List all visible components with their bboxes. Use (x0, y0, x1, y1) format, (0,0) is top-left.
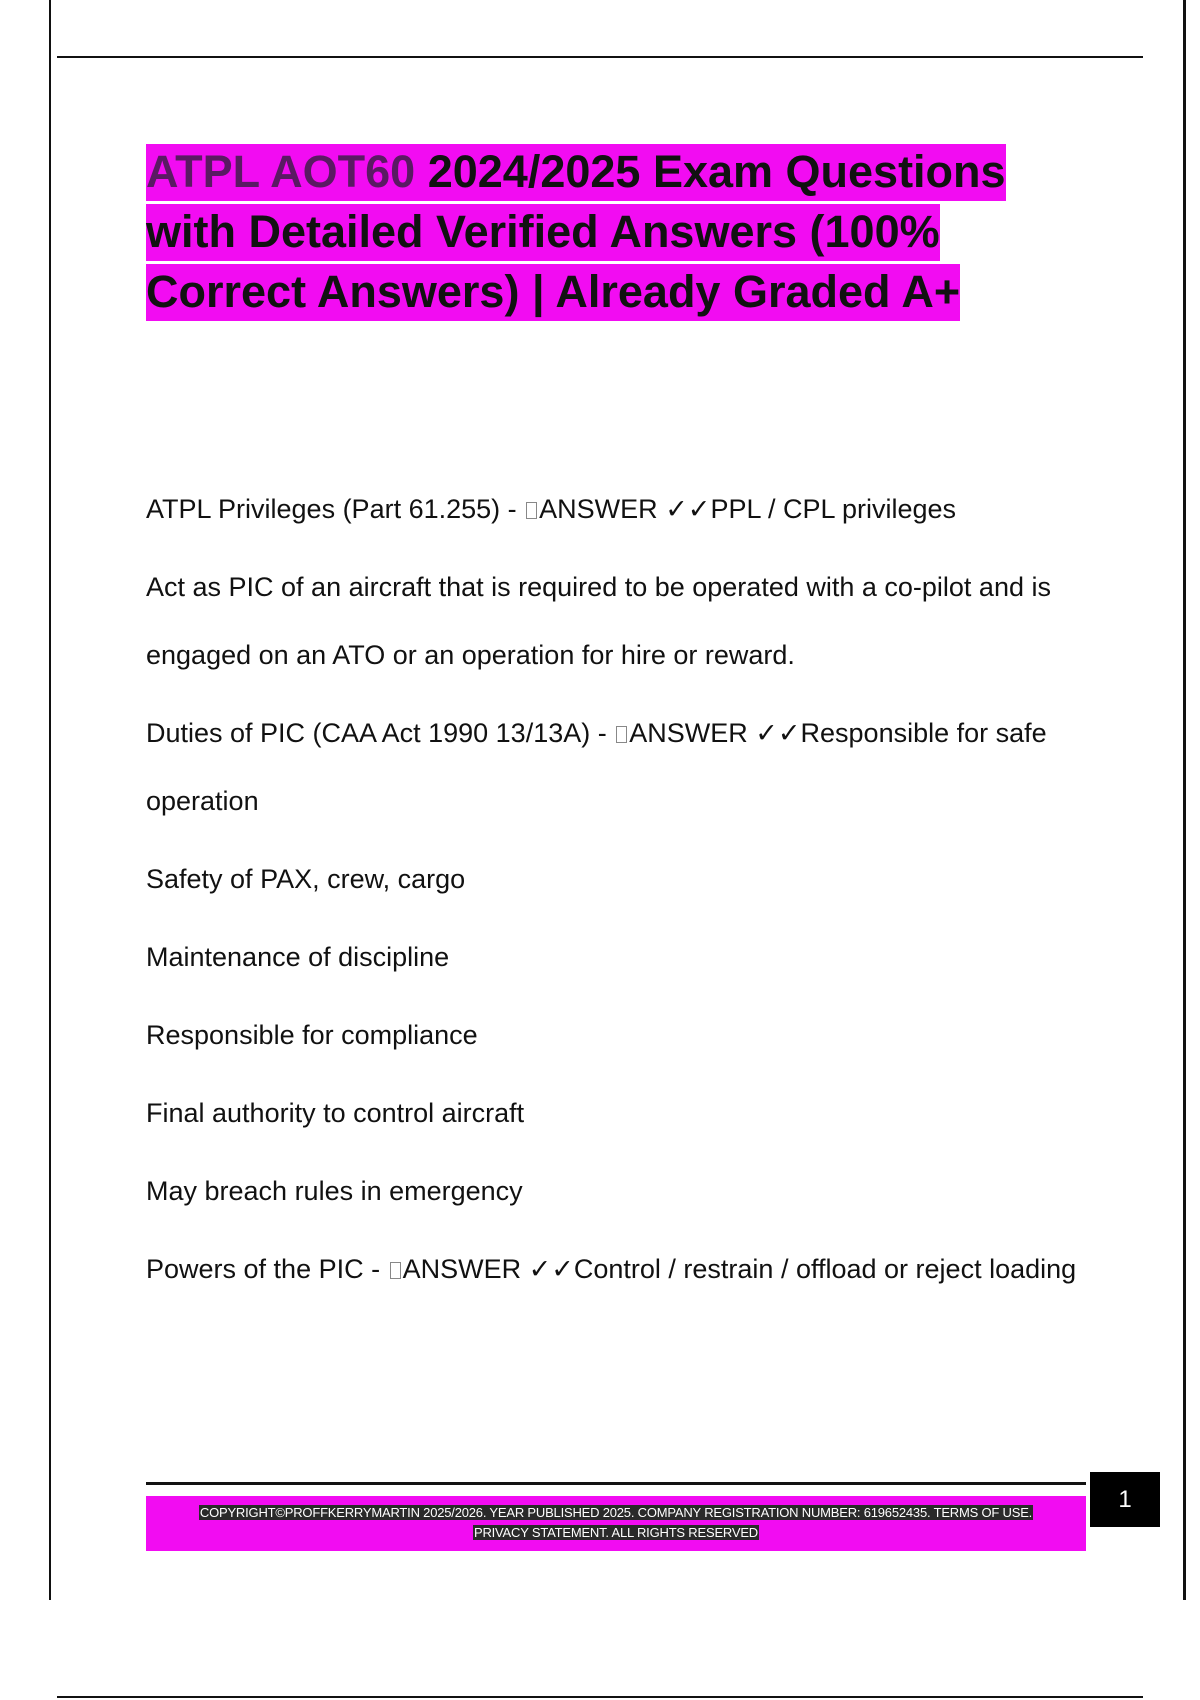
qa-item-powers-of-pic (146, 1235, 1086, 1303)
copyright-line-1: COPYRIGHT©PROFFKERRYMARTIN 2025/2026. YEAR PUBLISHED 2025. COMPANY REGISTRATION NUMBER: 619652435. TERMS OF USE. (199, 1505, 1033, 1520)
list-item: Final authority to control aircraft (146, 1098, 525, 1128)
copyright-line-2: PRIVACY STATEMENT. ALL RIGHTS RESERVED (473, 1525, 758, 1540)
list-item: Responsible for compliance (146, 1020, 478, 1050)
list-item: Maintenance of discipline (146, 942, 450, 972)
question-text: Duties of PIC (CAA Act 1990 13/13A) - (146, 718, 615, 748)
question-text: Powers of the PIC - (146, 1254, 388, 1284)
document-title (146, 142, 1086, 322)
checkmark-icon: ✓✓ (528, 1254, 574, 1284)
title-rest: 2024/2025 Exam Questions with Detailed Verified Answers (100% Correct Answers) | Already Graded A+ (146, 146, 1006, 317)
page-number: 1 (1090, 1472, 1160, 1527)
question-text: ATPL Privileges (Part 61.255) - (146, 494, 525, 524)
footer-rule (146, 1482, 1086, 1485)
answer-marker: ANSWER (402, 1254, 522, 1284)
answer-marker: ANSWER (629, 718, 748, 748)
page-right-border (1183, 0, 1186, 1600)
answer-text: PPL / CPL privileges (710, 494, 957, 524)
checkmark-icon: ✓✓ (755, 718, 801, 748)
qa-item-duties-of-pic (146, 699, 1086, 835)
body-paragraph: Act as PIC of an aircraft that is required to be operated with a co-pilot and is engaged on an ATO or an operation for hire or reward. (146, 572, 1051, 670)
title-lead: ATPL AOT60 (146, 146, 416, 197)
footer-copyright (166, 1503, 1066, 1543)
list-item: Safety of PAX, crew, cargo (146, 864, 466, 894)
answer-marker: ANSWER (539, 494, 658, 524)
page-left-border (49, 0, 51, 1600)
answer-text: Responsible for safe operation (146, 718, 1047, 816)
document-body (146, 475, 1086, 1303)
next-page-rule (57, 1696, 1143, 1698)
qa-item-atpl-privileges (146, 475, 1086, 543)
missing-glyph-box-icon (390, 1262, 401, 1279)
missing-glyph-box-icon (526, 502, 537, 519)
answer-text: Control / restrain / offload or reject loading (573, 1254, 1077, 1284)
footer-copyright-band (146, 1496, 1086, 1551)
list-item: May breach rules in emergency (146, 1176, 523, 1206)
title-highlight (146, 144, 1006, 321)
checkmark-icon: ✓✓ (665, 494, 711, 524)
header-rule (57, 56, 1143, 58)
missing-glyph-box-icon (616, 726, 627, 743)
